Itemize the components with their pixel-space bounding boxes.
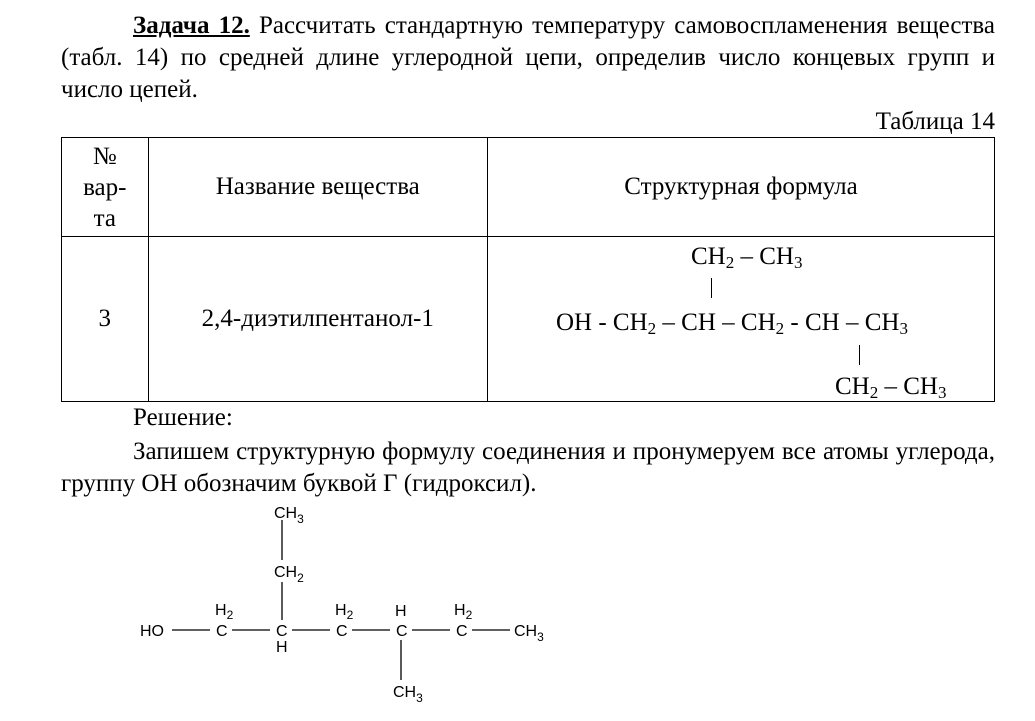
solution-heading: Решение:: [133, 404, 233, 431]
task-statement: [61, 10, 995, 106]
label-end-ch3: $CH_3$: [514, 623, 544, 644]
label-c5-h: $H_2$: [454, 602, 473, 622]
cell-variant: 3: [62, 237, 149, 402]
header-variant-l1: №: [92, 142, 117, 170]
label-c5: C: [456, 623, 468, 640]
label-c1: C: [216, 623, 228, 640]
solution-text: Запишем структурную формулу соединения и пронумеруем все атомы углерода, группу ОН обозначим буквой Г (гидроксил).: [61, 438, 995, 497]
label-c3-h: $H_2$: [335, 602, 354, 622]
label-c2: C: [276, 623, 288, 640]
table-caption: Таблица 14: [875, 108, 995, 135]
structural-formula: [488, 237, 994, 401]
label-c3: C: [336, 623, 348, 640]
label-c2-h: H: [276, 639, 288, 656]
task-title: Задача 12.: [133, 12, 250, 39]
cell-name: 2,4-диэтилпентанол-1: [148, 237, 487, 402]
header-variant-l3: та: [93, 204, 116, 232]
label-c4-h: H: [395, 603, 407, 620]
label-ch2: $CH_2$: [274, 564, 304, 585]
label-ho: HO: [140, 623, 164, 640]
header-variant: [62, 138, 149, 237]
formula-bond-down: [859, 345, 860, 365]
table-row: [62, 237, 995, 402]
formula-bond-up: [711, 278, 712, 298]
header-formula: Структурная формула: [488, 138, 995, 237]
label-c1-h: $H_2$: [215, 602, 234, 622]
cell-formula: [488, 237, 995, 402]
header-variant-l2: вар-: [83, 173, 127, 201]
task-text: Рассчитать стандартную температуру самовоспламенения вещества (табл. 14) по средней длине углеродной цепи, определив число концевых групп и число цепей.: [61, 12, 995, 103]
bonds: [172, 520, 510, 680]
header-name: Название вещества: [148, 138, 487, 237]
formula-main-chain: OH - $CH_2$ – CH – $CH_2$ - CH – $CH_3$: [556, 309, 908, 338]
label-bottom-ch3: $CH_3$: [393, 684, 423, 705]
formula-top-branch: $CH_2 - CH_3$: [691, 243, 803, 272]
table-header-row: [62, 138, 995, 237]
label-top-ch3: $CH_3$: [274, 505, 304, 526]
label-c4: C: [396, 623, 408, 640]
substance-table: [61, 137, 995, 402]
formula-bottom-branch: $CH_2 - CH_3$: [835, 373, 947, 402]
structure-diagram: [120, 496, 560, 706]
